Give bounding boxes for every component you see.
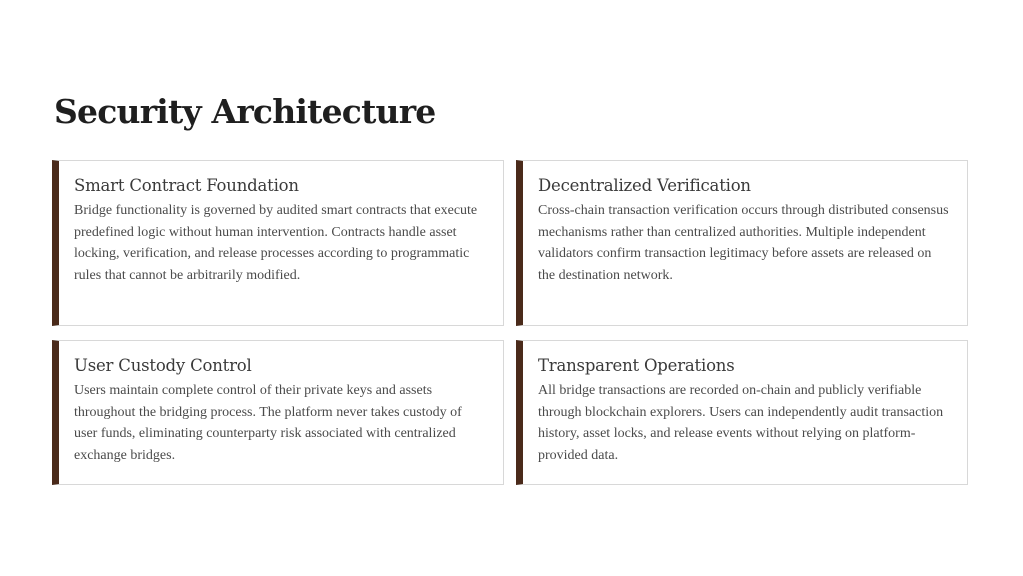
card-title: Transparent Operations — [538, 356, 735, 375]
card-user-custody-control — [52, 340, 504, 485]
card-transparent-operations — [516, 340, 968, 485]
card-description: All bridge transactions are recorded on-chain and publicly verifiable through blockchain explorers. Users can independently audit transaction history, asset locks, and release events without relying on platform-provided data. — [538, 383, 944, 463]
card-description: Users maintain complete control of their private keys and assets throughout the bridging process. The platform never takes custody of user funds, eliminating counterparty risk associated with centralized exchange bridges. — [74, 383, 462, 463]
card-description: Bridge functionality is governed by audited smart contracts that execute predefined logic without human intervention. Contracts handle asset locking, verification, and release processes according to programmatic rules that cannot be arbitrarily modified. — [74, 203, 478, 283]
page-title: Security Architecture — [54, 92, 436, 131]
card-title: User Custody Control — [74, 356, 252, 375]
card-description: Cross-chain transaction verification occurs through distributed consensus mechanisms rather than centralized authorities. Multiple independent validators confirm transaction legitimacy before assets are released on the destination network. — [538, 203, 949, 283]
card-smart-contract-foundation — [52, 160, 504, 326]
card-title: Smart Contract Foundation — [74, 176, 299, 195]
card-title: Decentralized Verification — [538, 176, 751, 195]
card-decentralized-verification — [516, 160, 968, 326]
